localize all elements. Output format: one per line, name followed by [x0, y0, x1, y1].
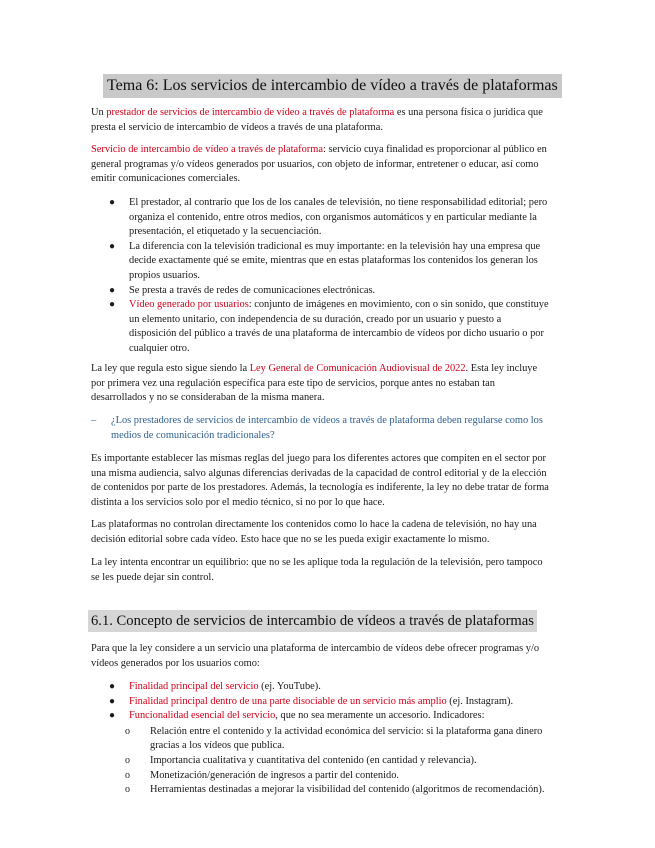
sub-list-item: o Importancia cualitativa y cuantitativa del contenido (en cantidad y relevancia). [91, 754, 551, 769]
list-item: ● La diferencia con la televisión tradicional es muy importante: en la televisión hay una empresa que decide exactamente qué se emite, mientras que en estas plataformas los contenidos los generan los propios usuarios. [109, 240, 541, 281]
term-servicio: Servicio de intercambio de vídeo a través de plataforma [91, 144, 323, 155]
list-item: ● Vídeo generado por usuarios: conjunto de imágenes en movimiento, con o sin sonido, que constituye un elemento unitario, con independencia de su duración, creado por un usuario y puesto a disposición del público a través de una plataforma de intercambio de vídeos por dicho usuario o por cualquier otro. [109, 299, 549, 354]
term-prestador: prestador de servicios de intercambio de vídeo a través de plataforma [106, 107, 395, 118]
para-servicio: Servicio de intercambio de vídeo a través de plataforma: servicio cuya finalidad es proporcionar al público en general programas y/o vídeos generados por usuarios, con objeto de informar, entretener o educar, así como emitir comunicaciones comerciales. [91, 144, 547, 185]
bullet-icon: ● [109, 240, 116, 252]
para-ley: La ley que regula esto sigue siendo la Ley General de Comunicación Audiovisual de 2022. Esta ley incluye por primera vez una regulación específica para este tipo de servicios, porque antes no estaban tan desarrollados y no se consideraban de la misma manera. [91, 363, 538, 404]
circle-bullet-icon: o [125, 784, 130, 796]
list-item: ● Finalidad principal del servicio (ej. YouTube). [91, 680, 551, 695]
para-prestador: Un prestador de servicios de intercambio de vídeo a través de plataforma es una persona física o jurídica que presta el servicio de intercambio de vídeos a través de una plataforma. [91, 107, 543, 133]
bullet-icon: ● [109, 197, 116, 208]
sub-list-item: o Herramientas destinadas a mejorar la visibilidad del contenido (algoritmos de recomendación). [91, 783, 551, 798]
list-item: ● El prestador, al contrario que los de los canales de televisión, no tiene responsabilidad editorial; pero organiza el contenido, entre otros medios, con organismos automáticos y en particular mediante la presentación, el etiquetado y la secuenciación. [109, 197, 548, 238]
term-video-usuarios: Vídeo generado por usuarios [129, 299, 249, 311]
para-concepto: Para que la ley considere a un servicio una plataforma de intercambio de vídeos debe ofrecer programas y/o vídeos generados por los usuarios como: [91, 643, 540, 669]
sub-bullet-list [91, 725, 551, 798]
sub-list-item: o Monetización/generación de ingresos a partir del contenido. [91, 769, 551, 784]
bullet-icon: ● [109, 695, 116, 707]
dash-icon: – [91, 415, 97, 426]
para-plataformas: Las plataformas no controlan directamente los contenidos como lo hace la cadena de televisión, no hay una decisión editorial sobre cada vídeo. Esto hace que no se les pueda exigir exactamente lo mismo. [91, 519, 537, 545]
bullet-icon: ● [109, 710, 116, 722]
list-item: ● Finalidad principal dentro de una parte disociable de un servicio más amplio (ej. Instagram). [91, 695, 551, 710]
para-equilibrio: La ley intenta encontrar un equilibrio: que no se les aplique toda la regulación de la televisión, pero tampoco se les puede dejar sin control. [91, 557, 543, 583]
section-heading: 6.1. Concepto de servicios de intercambio de vídeos a través de plataformas [88, 610, 537, 632]
term-ley-general: Ley General de Comunicación Audiovisual de 2022 [249, 363, 466, 374]
list-item: ● Se presta a través de redes de comunicaciones electrónicas. [91, 284, 551, 299]
sub-list-item: o Relación entre el contenido y la actividad económica del servicio: si la plataforma gana dinero gracias a los vídeos que publica. [125, 725, 543, 752]
question-item: – ¿Los prestadores de servicios de intercambio de vídeos a través de plataforma deben regularse como los medios de comunicación tradicionales? [91, 415, 543, 441]
circle-bullet-icon: o [125, 754, 130, 766]
list-item: ● Funcionalidad esencial del servicio, que no sea meramente un accesorio. Indicadores: o Relación entre el contenido y la actividad económica del servicio: si la plataforma gana dinero gracias a los vídeos que publica. o Importancia cualitativa y cuantitativa del contenido (en cantidad y relevancia). o Monetización/generación de ingresos a partir del contenido. o Herramientas destinadas a mejorar la visibilidad del contenido (algoritmos de recomendación). [91, 709, 551, 798]
bullet-list-1 [91, 196, 551, 357]
circle-bullet-icon: o [125, 769, 130, 781]
bullet-icon: ● [109, 284, 116, 296]
circle-bullet-icon: o [125, 725, 130, 737]
para-reglas: Es importante establecer las mismas reglas del juego para los diferentes actores que compiten en el sector por una misma audiencia, salvo algunas diferencias derivadas de la capacidad de control editorial y de la elección de contenidos por parte de los prestadores. Además, la tecnología es indiferente, la ley no debe tratar de forma distinta a los servicios solo por el medio técnico, si no por lo que hace. [91, 453, 549, 508]
bullet-list-2 [91, 680, 551, 798]
bullet-icon: ● [109, 681, 116, 692]
page-title: Tema 6: Los servicios de intercambio de vídeo a través de plataformas [103, 74, 562, 98]
bullet-icon: ● [109, 299, 116, 311]
